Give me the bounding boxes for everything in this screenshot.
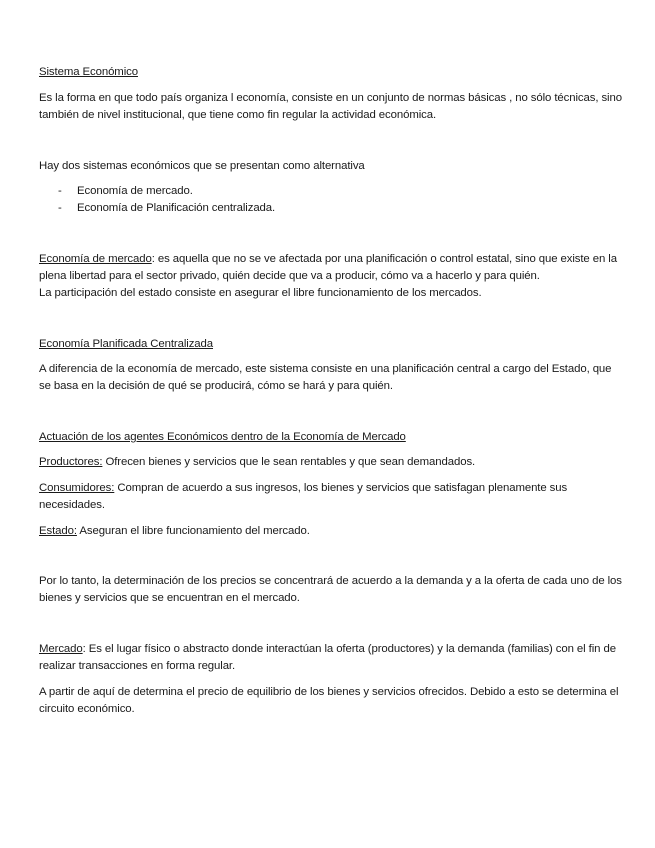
state-term: Estado:: [39, 525, 77, 537]
planned-economy-paragraph: A diferencia de la economía de mercado, este sistema consiste en una planificación central a cargo del Estado, que se basa en la decisión de qué se producirá, cómo se hará y para quién.: [39, 363, 612, 392]
systems-intro: Hay dos sistemas económicos que se presentan como alternativa: [39, 160, 365, 172]
dash-marker: -: [58, 185, 62, 197]
intro-paragraph: Es la forma en que todo país organiza l economía, consiste en un conjunto de normas básicas , no sólo técnicas, sino también de nivel institucional, que tiene como fin regular la actividad económica.: [39, 92, 622, 121]
list-item: - Economía de mercado.: [39, 183, 624, 200]
market-economy-term: Economía de mercado: [39, 253, 152, 265]
state-paragraph: Estado: Aseguran el libre funcionamiento del mercado.: [39, 525, 310, 537]
planned-economy-heading: Economía Planificada Centralizada: [39, 338, 213, 350]
producers-term: Productores:: [39, 456, 103, 468]
producers-paragraph: Productores: Ofrecen bienes y servicios que le sean rentables y que sean demandados.: [39, 456, 476, 468]
list-item: - Economía de Planificación centralizada.: [39, 200, 624, 217]
consumers-term: Consumidores:: [39, 482, 115, 494]
page-title: Sistema Económico: [39, 66, 138, 78]
agents-heading: Actuación de los agentes Económicos dentro de la Economía de Mercado: [39, 431, 406, 443]
systems-list: [39, 183, 624, 217]
consumers-paragraph: Consumidores: Compran de acuerdo a sus ingresos, los bienes y servicios que satisfagan plenamente sus necesidades.: [39, 482, 568, 511]
market-paragraph: Mercado: Es el lugar físico o abstracto donde interactúan la oferta (productores) y la demanda (familias) con el fin de realizar transacciones en forma regular.: [39, 643, 616, 672]
dash-marker: -: [58, 202, 62, 214]
prices-paragraph: Por lo tanto, la determinación de los precios se concentrará de acuerdo a la demanda y a la oferta de cada uno de los bienes y servicios que se encuentran en el mercado.: [39, 575, 622, 604]
market-term: Mercado: [39, 643, 83, 655]
conclusion-paragraph: A partir de aquí de determina el precio de equilibrio de los bienes y servicios ofrecidos. Debido a esto se determina el circuito económico.: [39, 686, 619, 715]
market-economy-paragraph: Economía de mercado: es aquella que no se ve afectada por una planificación o control estatal, sino que existe en la plena libertad para el sector privado, quién decide que va a producir, cómo va a hacerlo y para quién. La participación del estado consiste en asegurar el libre funcionamiento de los mercados.: [39, 253, 617, 299]
